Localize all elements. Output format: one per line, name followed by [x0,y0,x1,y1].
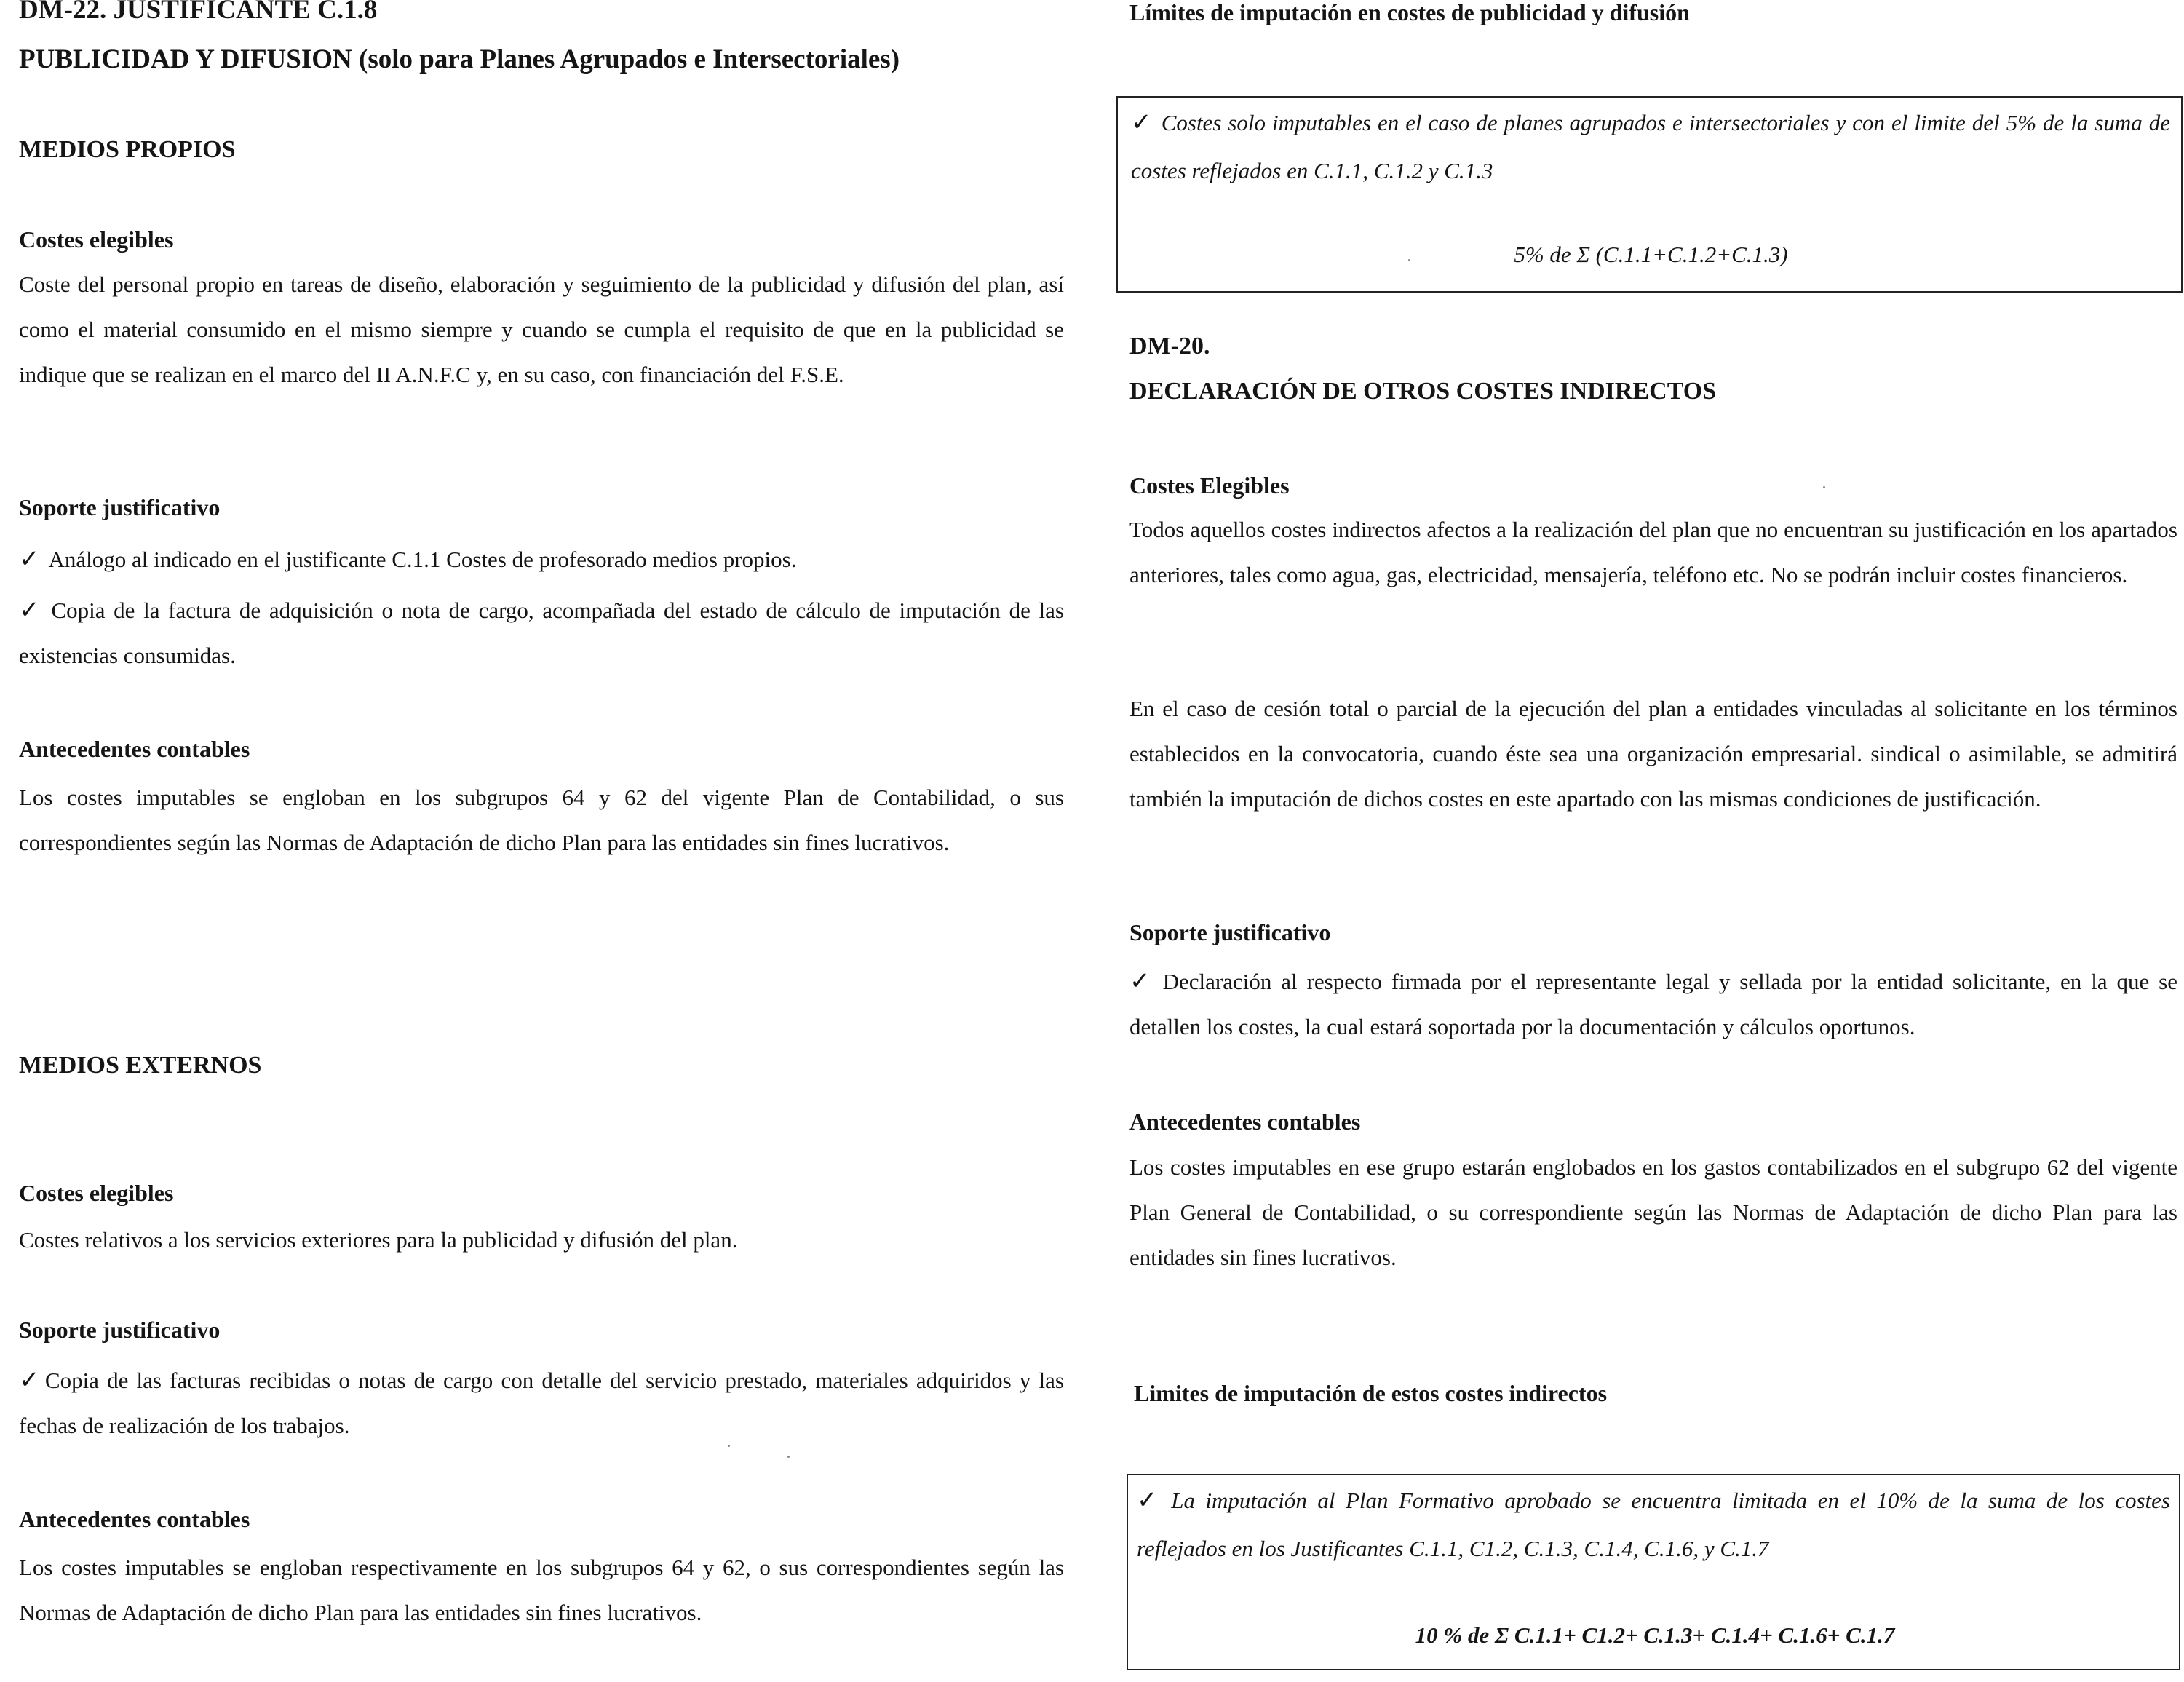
medios-propios-heading: MEDIOS PROPIOS [19,136,236,163]
externos-antecedentes-heading: Antecedentes contables [19,1506,250,1532]
dm20-code: DM-20. [1129,333,1210,360]
dm20-title: DECLARACIÓN DE OTROS COSTES INDIRECTOS [1129,378,1717,405]
limites-publicidad-formula: 5% de Σ (C.1.1+C.1.2+C.1.3) [1514,242,1788,267]
propios-soporte-item [19,537,1064,582]
limites-publicidad-heading: Límites de imputación en costes de publicidad y difusión [1129,0,1690,25]
dm20-costes-text: Todos aquellos costes indirectos afectos a la realización del plan que no encuentran su justificación en los apartados anteriores, tales como agua, gas, electricidad, mensajería, teléfono etc. No se podrán incluir costes financieros. [1129,517,2177,587]
dm20-cesion-text: En el caso de cesión total o parcial de la ejecución del plan a entidades vinculadas al solicitante en los términos establecidos en la convocatoria, cuando éste sea una organización empresarial. sindical o asimilable, se admitirá también la imputación de dichos costes en este apartado con las mismas condiciones de justificación. [1129,696,2177,812]
dm20-soporte-item-text: Declaración al respecto firmada por el representante legal y sellada por la entidad solicitante, en la que se detallen los costes, la cual estará soportada por la documentación y cálculos oportunos. [1129,969,2177,1039]
propios-soporte-item-text: Análogo al indicado en el justificante C.1.1 Costes de profesorado medios propios. [48,547,797,572]
limites-indirectos-box-text [1137,1477,2170,1573]
document-code-title: DM-22. JUSTIFICANTE C.1.8 [19,0,378,25]
externos-costes-text: Costes relativos a los servicios exteriores para la publicidad y difusión del plan. [19,1227,738,1253]
dm20-costes-heading: Costes Elegibles [1129,472,1290,499]
checkmark-icon: ✓ [1137,1487,1163,1514]
dm20-soporte-item [1129,959,2177,1050]
checkmark-icon: ✓ [1129,968,1154,995]
limites-indirectos-heading: Limites de imputación de estos costes indirectos [1134,1380,1608,1406]
checkmark-icon: ✓ [19,597,43,624]
dm20-antecedentes-heading: Antecedentes contables [1129,1108,1361,1135]
propios-soporte-item-text: Copia de la factura de adquisición o nota de cargo, acompañada del estado de cálculo de imputación de las existencias consumidas. [19,598,1064,668]
dm20-antecedentes-text: Los costes imputables en ese grupo estarán englobados en los gastos contabilizados en el subgrupo 62 del vigente Plan General de Contabilidad, o su correspondiente según las Normas de Adaptación de dicho Plan para las entidades sin fines lucrativos. [1129,1154,2177,1270]
propios-antecedentes-heading: Antecedentes contables [19,736,250,762]
checkmark-icon: ✓ [19,1367,42,1394]
externos-soporte-item-text: Copia de las facturas recibidas o notas de cargo con detalle del servicio prestado, materiales adquiridos y las fechas de realización de los trabajos. [19,1368,1064,1438]
medios-externos-heading: MEDIOS EXTERNOS [19,1052,262,1079]
limites-indirectos-box [1127,1474,2180,1670]
externos-soporte-item [19,1358,1064,1448]
section-title-qualifier: (solo para Planes Agrupados e Intersectoriales) [352,44,900,74]
scan-artifact [1823,486,1825,488]
propios-costes-heading: Costes elegibles [19,226,174,253]
limites-indirectos-formula: 10 % de Σ C.1.1+ C1.2+ C.1.3+ C.1.4+ C.1.6+ C.1.7 [1415,1622,1895,1648]
checkmark-icon: ✓ [19,546,40,573]
dm20-soporte-heading: Soporte justificativo [1129,919,1331,945]
limites-indirectos-box-text-content: La imputación al Plan Formativo aprobado se encuentra limitada en el 10% de la suma de los costes reflejados en los Justificantes C.1.1, C1.2, C.1.3, C.1.4, C.1.6, y C.1.7 [1137,1488,2170,1561]
scan-artifact [787,1456,790,1458]
propios-costes-text: Coste del personal propio en tareas de diseño, elaboración y seguimiento de la publicidad y difusión del plan, así como el material consumido en el mismo siempre y cuando se cumpla el requisito de que en la publicidad se indique que se realizan en el marco del II A.N.F.C y, en su caso, con financiación del F.S.E. [19,271,1064,387]
section-title-main: PUBLICIDAD Y DIFUSION [19,44,352,74]
propios-antecedentes-text: Los costes imputables se engloban en los subgrupos 64 y 62 del vigente Plan de Contabilidad, o sus correspondientes según las Normas de Adaptación de dicho Plan para las entidades sin fines lucrativos. [19,785,1064,855]
externos-antecedentes-text: Los costes imputables se engloban respectivamente en los subgrupos 64 y 62, o sus correspondientes según las Normas de Adaptación de dicho Plan para las entidades sin fines lucrativos. [19,1555,1064,1625]
limites-publicidad-box-text-content: Costes solo imputables en el caso de planes agrupados e intersectoriales y con el limite del 5% de la suma de costes reflejados en C.1.1, C.1.2 y C.1.3 [1131,110,2170,183]
section-title [19,44,900,76]
scan-artifact [728,1445,730,1447]
limites-publicidad-box-text [1131,99,2170,195]
externos-soporte-heading: Soporte justificativo [19,1317,221,1343]
externos-costes-heading: Costes elegibles [19,1180,174,1206]
propios-soporte-heading: Soporte justificativo [19,494,221,520]
checkmark-icon: ✓ [1131,109,1153,136]
limites-publicidad-box [1116,96,2183,293]
propios-soporte-item [19,588,1064,678]
